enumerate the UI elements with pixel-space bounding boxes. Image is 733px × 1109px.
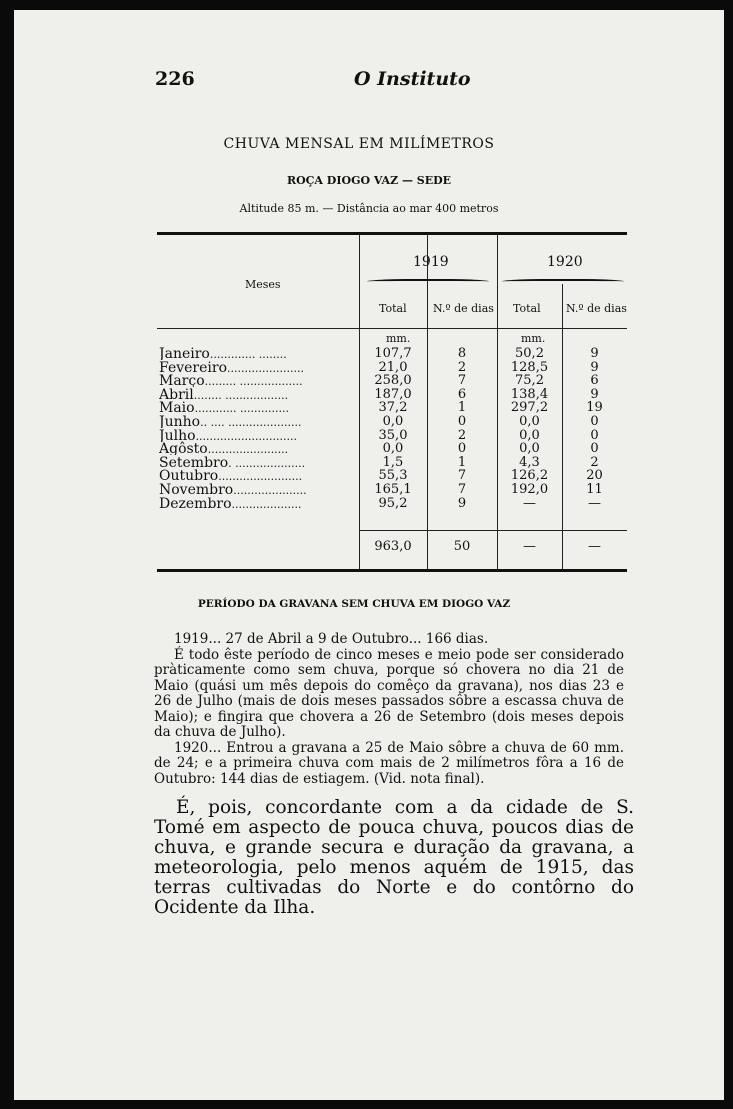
year-1920-header: 1920 bbox=[547, 254, 583, 270]
altitude-line: Altitude 85 m. — Distância ao mar 400 metros bbox=[239, 202, 499, 215]
days-1919-cell: 9 bbox=[457, 495, 467, 511]
conclusion-text: É, pois, concordante com a da cidade de S. Tomé em aspecto de pouca chuva, poucos dias de chuva, e grande secura e duração da gravana, a meteorologia, pelo menos aquém de 1915, das terras cultivadas do Norte e do contôrno do Ocidente da Ilha. bbox=[154, 797, 634, 918]
total-1920-cell: 75,2 bbox=[515, 373, 544, 389]
total-1920-cell: 126,2 bbox=[510, 468, 549, 484]
days-1920-cell: 2 bbox=[590, 454, 599, 470]
total-1920-cell: 297,2 bbox=[510, 400, 549, 416]
table-title-text: CHUVA MENSAL EM MILÍMETROS bbox=[223, 136, 495, 152]
table-subtitle: ROÇA DIOGO VAZ — SEDE bbox=[286, 174, 452, 187]
leader-dots: ...................... bbox=[227, 361, 304, 374]
col-total-1919: Total bbox=[379, 302, 407, 315]
total-1920-cell: 138,4 bbox=[510, 386, 549, 402]
paragraph-1920-period: 1920... Entrou a gravana a 25 de Maio sôbre a chuva de 60 mm. de 24; e a primeira chuva com mais de 2 milímetros fôra a 16 de Outubro: 144 dias de estiagem. (Vid. nota final). bbox=[154, 739, 624, 787]
month-label bbox=[159, 346, 359, 360]
year-1919-brace bbox=[367, 279, 489, 285]
unit-1920: mm. bbox=[521, 332, 546, 345]
month-name: Maio bbox=[159, 400, 195, 415]
days-total-1919: 50 bbox=[453, 539, 471, 554]
leader-dots: ..................... bbox=[233, 484, 307, 496]
header-rule bbox=[157, 328, 627, 329]
month-name: Novembro bbox=[159, 482, 234, 496]
month-label bbox=[159, 387, 359, 401]
days-1920-cell: 19 bbox=[586, 400, 603, 416]
total-1919-cell: 165,1 bbox=[374, 482, 412, 497]
days-1919-cell: 2 bbox=[457, 427, 467, 443]
leader-dots: ....................... bbox=[207, 443, 289, 456]
days-1920-cell: 0 bbox=[590, 427, 599, 443]
paragraph-1919-details: É todo êste período de cinco meses e meio pode ser considerado pràticamente como sem chuva, porque só chovera no dia 21 de Maio (quási um mês depois do comêço da gravana), nos dias 23 e 26 de Julho (mais de dois meses passados sôbre a escassa chuva de Maio); e fingira que chovera a 26 de Setembro (dois meses depois da chuva de Julho). bbox=[154, 646, 624, 740]
month-name: Abril bbox=[159, 386, 194, 401]
total-1920-cell: 0,0 bbox=[519, 441, 540, 457]
total-1919-cell: 21,0 bbox=[378, 359, 408, 375]
table-title bbox=[14, 136, 724, 152]
total-1920: — bbox=[523, 539, 536, 554]
table-bottom-rule bbox=[157, 569, 627, 572]
month-label bbox=[159, 428, 359, 442]
page-number: 226 bbox=[155, 68, 195, 90]
total-1920-cell: 0,0 bbox=[519, 427, 540, 443]
month-label bbox=[159, 468, 359, 482]
year-1919-header: 1919 bbox=[413, 254, 449, 270]
total-1920-cell: 50,2 bbox=[515, 346, 544, 361]
total-1919-cell: 0,0 bbox=[382, 414, 404, 429]
total-1920-cell: — bbox=[523, 495, 536, 511]
days-1920-cell: 9 bbox=[590, 359, 599, 375]
month-name: Dezembro bbox=[159, 495, 232, 510]
table-top-rule bbox=[157, 232, 627, 235]
paragraph-1919-period: 1919... 27 de Abril a 9 de Outubro... 166 dias. bbox=[174, 631, 489, 647]
total-1919-cell: 55,3 bbox=[378, 468, 408, 484]
running-title: O Instituto bbox=[354, 68, 471, 90]
section-title bbox=[14, 598, 724, 610]
days-1920-cell: 0 bbox=[590, 441, 599, 457]
month-label bbox=[159, 496, 359, 510]
leader-dots: .. .... ..................... bbox=[200, 416, 302, 428]
days-total-1920: — bbox=[588, 539, 601, 554]
col-days-1920: N.º de dias bbox=[566, 302, 627, 315]
days-1920-cell: 0 bbox=[590, 414, 599, 429]
total-1919-cell: 1,5 bbox=[382, 454, 404, 470]
days-1919-cell: 1 bbox=[457, 454, 467, 470]
days-1920-cell: 9 bbox=[590, 386, 599, 402]
days-1920-cell: — bbox=[588, 495, 601, 511]
leader-dots: .................... bbox=[231, 497, 302, 510]
month-label bbox=[159, 360, 359, 374]
month-name: Março bbox=[159, 373, 205, 388]
days-1920-cell: 20 bbox=[586, 468, 603, 484]
col-total-1920: Total bbox=[513, 302, 541, 315]
days-1919-cell: 6 bbox=[457, 386, 467, 402]
days-1920-cell: 11 bbox=[586, 482, 603, 497]
total-1919-cell: 37,2 bbox=[378, 400, 408, 416]
month-label bbox=[159, 400, 359, 414]
total-1919-cell: 258,0 bbox=[374, 373, 412, 389]
month-label bbox=[159, 414, 359, 428]
rainfall-table bbox=[157, 232, 627, 572]
month-name: Julho bbox=[159, 427, 196, 442]
totals-rule bbox=[359, 530, 627, 531]
days-1919-cell: 8 bbox=[457, 346, 467, 361]
days-1919-cell: 1 bbox=[457, 400, 467, 416]
month-name: Setembro bbox=[159, 454, 229, 469]
total-1919-cell: 187,0 bbox=[374, 386, 412, 402]
days-1919-cell: 0 bbox=[457, 441, 467, 457]
days-1919-cell: 2 bbox=[457, 359, 467, 375]
leader-dots: ........................ bbox=[218, 470, 303, 483]
months-header: Meses bbox=[245, 278, 281, 291]
days-1920-cell: 9 bbox=[590, 346, 599, 361]
total-1919-cell: 0,0 bbox=[382, 441, 404, 457]
gravana-paragraphs bbox=[154, 632, 624, 787]
total-1920-cell: 192,0 bbox=[510, 482, 549, 497]
month-name: Agôsto bbox=[159, 441, 208, 456]
total-1920-cell: 0,0 bbox=[519, 414, 540, 429]
month-label bbox=[159, 455, 359, 469]
month-name: Fevereiro bbox=[159, 359, 228, 374]
leader-dots: ......... .................. bbox=[204, 375, 303, 388]
days-1920-cell: 6 bbox=[590, 373, 599, 389]
month-name: Janeiro bbox=[159, 346, 210, 360]
year-1920-brace bbox=[502, 279, 624, 285]
total-1919-cell: 35,0 bbox=[378, 427, 408, 443]
days-1919-cell: 7 bbox=[457, 468, 467, 484]
leader-dots: ........ .................. bbox=[193, 388, 289, 401]
days-1919-cell: 7 bbox=[457, 482, 467, 497]
month-label bbox=[159, 482, 359, 496]
unit-1919: mm. bbox=[386, 332, 411, 345]
section-title-text: PERÍODO DA GRAVANA SEM CHUVA EM DIOGO VAZ bbox=[197, 598, 511, 610]
days-1919-cell: 7 bbox=[457, 373, 467, 389]
leader-dots: ............................. bbox=[195, 429, 297, 442]
month-name: Outubro bbox=[159, 468, 219, 483]
month-label bbox=[159, 441, 359, 455]
month-label bbox=[159, 373, 359, 387]
month-name: Junho bbox=[159, 414, 201, 428]
leader-dots: ............ .............. bbox=[194, 402, 290, 415]
days-1919-cell: 0 bbox=[457, 414, 467, 429]
document-page bbox=[14, 10, 724, 1100]
total-1920-cell: 128,5 bbox=[510, 359, 549, 375]
total-1919-cell: 95,2 bbox=[378, 495, 408, 511]
total-1920-cell: 4,3 bbox=[519, 454, 540, 470]
total-1919-cell: 107,7 bbox=[374, 346, 412, 361]
leader-dots: . .................... bbox=[228, 456, 306, 469]
conclusion-paragraph bbox=[154, 798, 634, 918]
col-days-1919: N.º de dias bbox=[433, 302, 494, 315]
total-1919: 963,0 bbox=[374, 539, 412, 554]
leader-dots: ............. ........ bbox=[209, 348, 287, 360]
